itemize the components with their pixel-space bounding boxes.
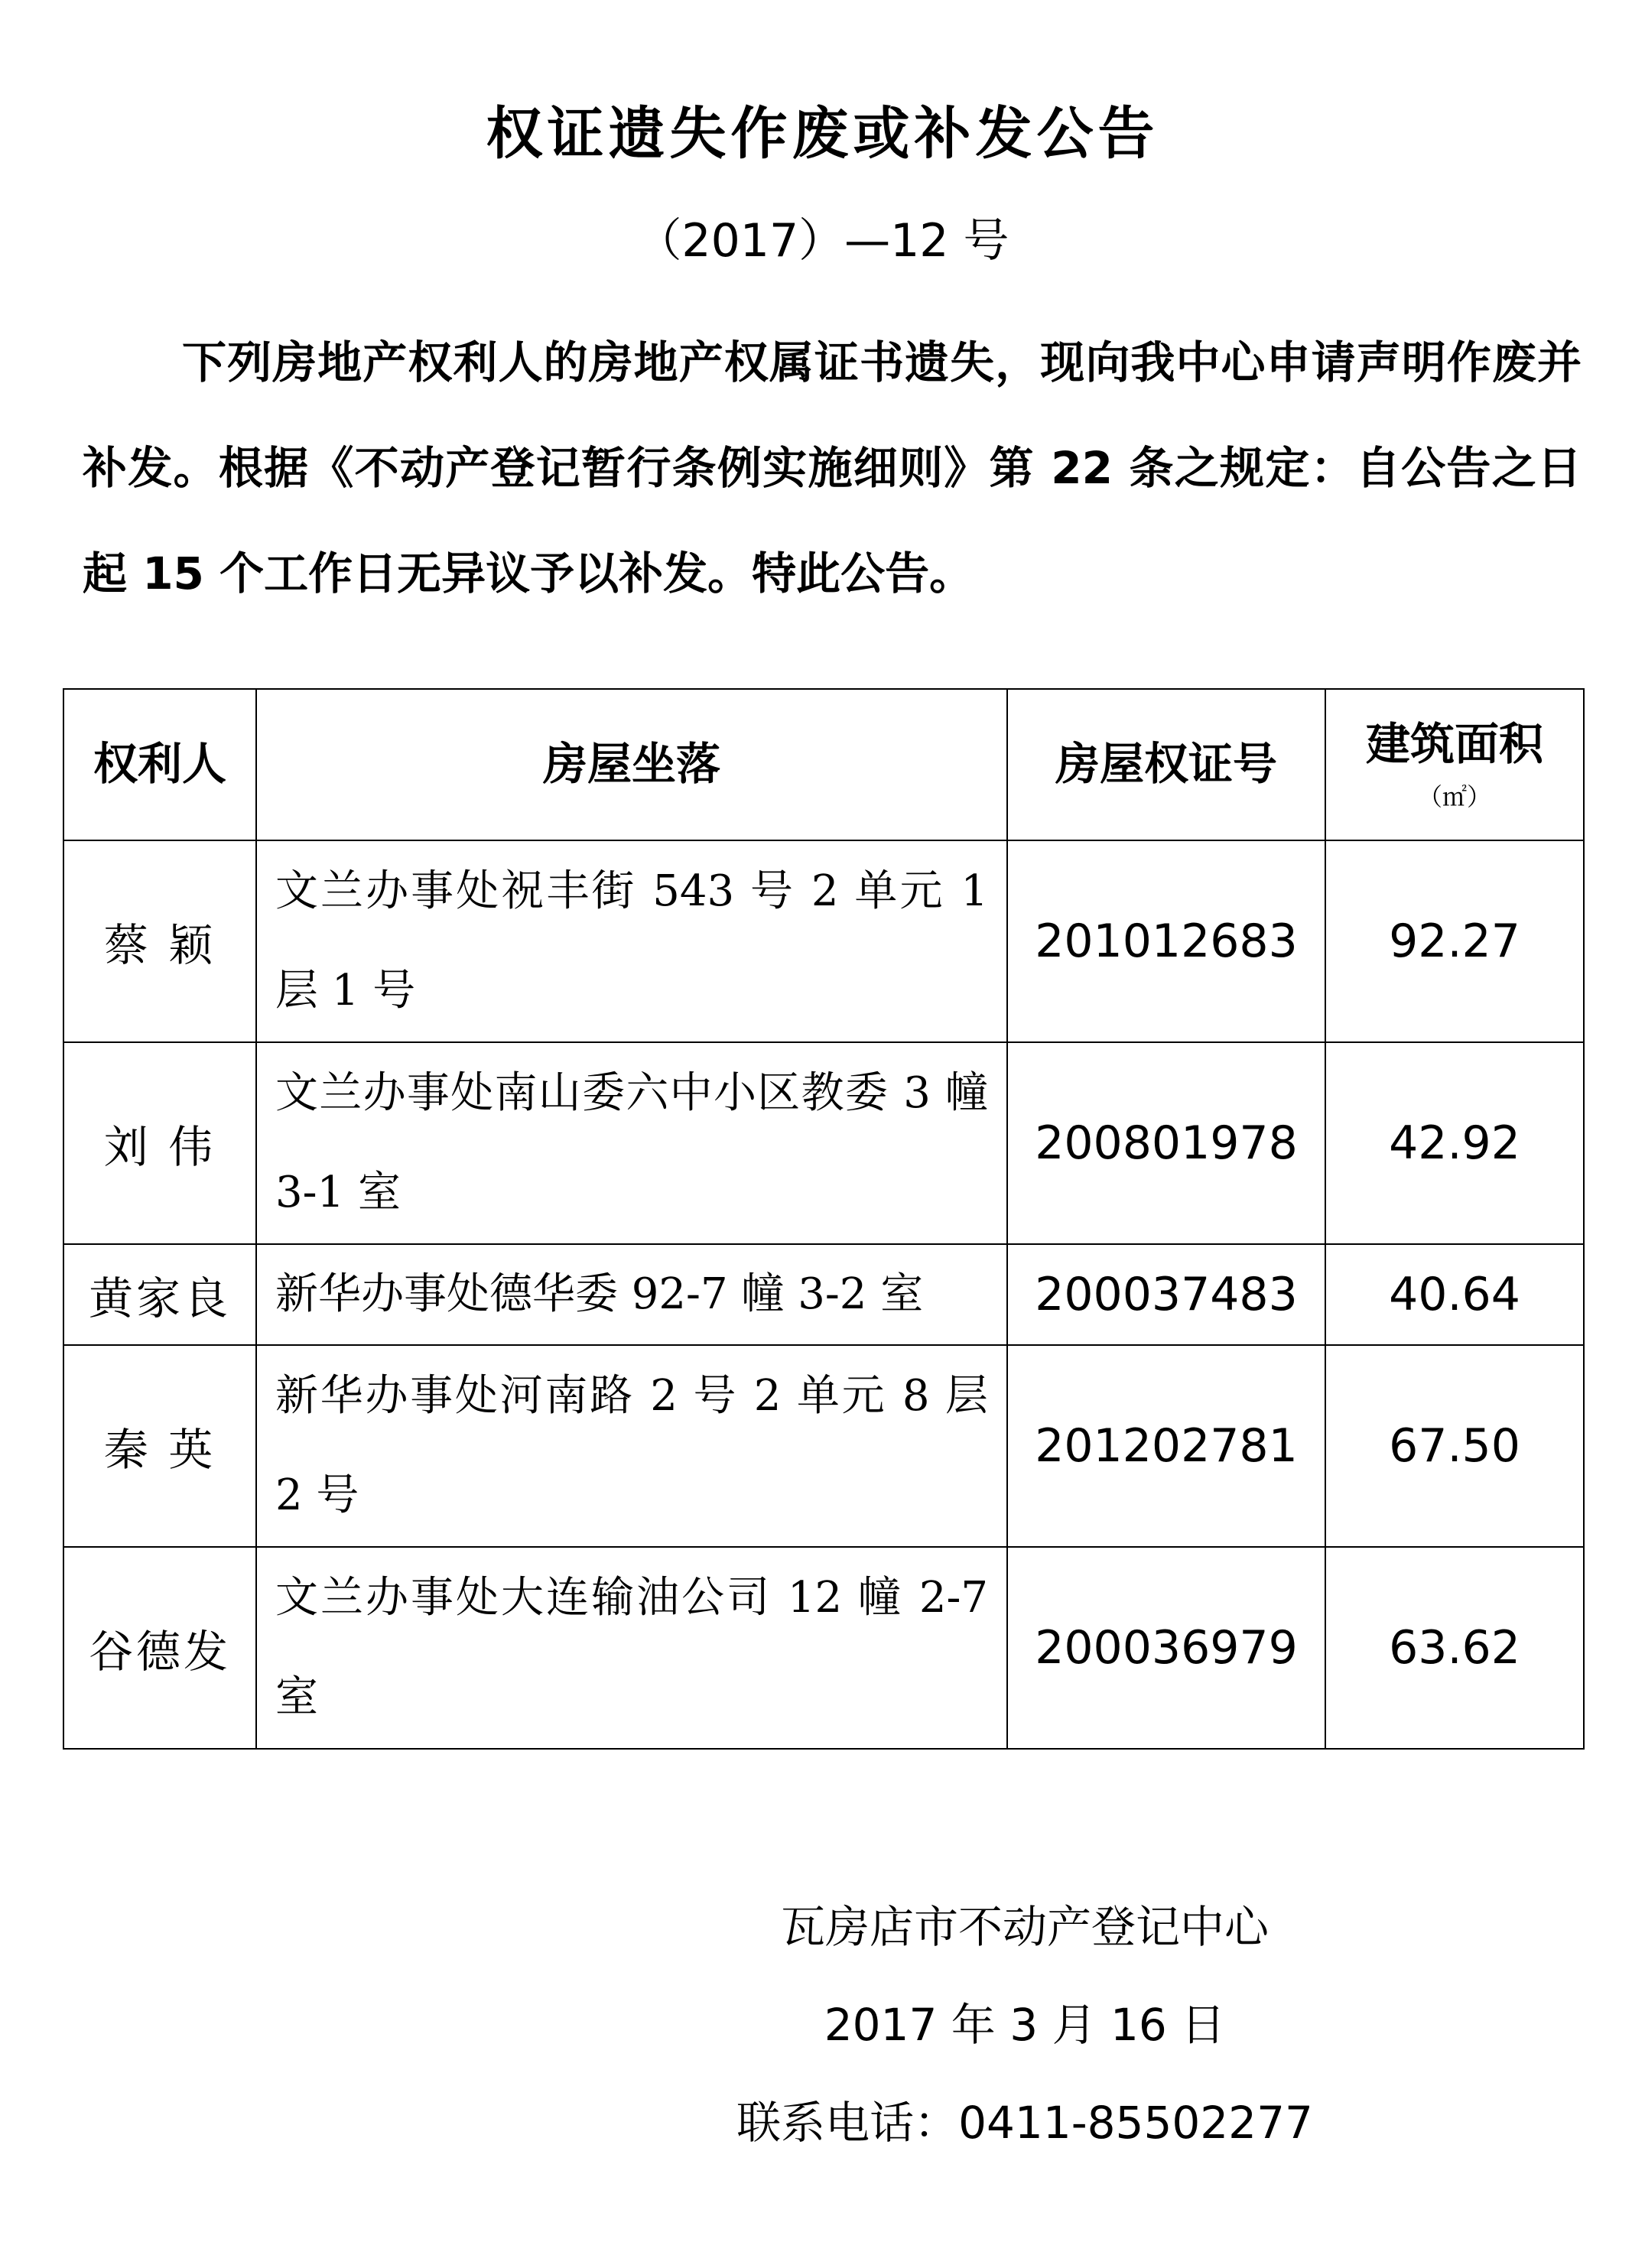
header-area [1325, 689, 1584, 840]
holder-cell: 黄家良 [63, 1244, 256, 1345]
holder-cell: 秦 英 [63, 1345, 256, 1547]
area-cell: 63.62 [1325, 1547, 1584, 1749]
notice-date: 2017 年 3 月 16 日 [824, 1999, 1226, 2051]
header-area-unit: （㎡） [1417, 781, 1491, 811]
header-cert: 房屋权证号 [1007, 689, 1325, 840]
cert-cell: 201202781 [1007, 1345, 1325, 1547]
address-cell: 文兰办事处南山委六中小区教委 3 幢 3-1 室 [256, 1042, 1007, 1244]
holder-cell: 刘 伟 [63, 1042, 256, 1244]
address-cell: 文兰办事处祝丰街 543 号 2 单元 1 层 1 号 [256, 840, 1007, 1042]
table-row [63, 1345, 1584, 1547]
address-cell: 文兰办事处大连输油公司 12 幢 2-7 室 [256, 1547, 1007, 1749]
area-cell: 67.50 [1325, 1345, 1584, 1547]
header-area-label: 建筑面积 [1365, 718, 1543, 770]
table-row [63, 1547, 1584, 1749]
header-address: 房屋坐落 [256, 689, 1007, 840]
holder-cell: 谷德发 [63, 1547, 256, 1749]
notice-title: 权证遗失作废或补发公告 [486, 101, 1159, 167]
area-cell: 40.64 [1325, 1244, 1584, 1345]
notice-intro: 下列房地产权利人的房地产权属证书遗失，现向我中心申请声明作废并补发。根据《不动产登记暂行条例实施细则》第 22 条之规定：自公告之日起 15 个工作日无异议予以补发。特此公告。 [83, 336, 1582, 599]
contact-phone: 联系电话：0411-85502277 [736, 2097, 1313, 2149]
area-cell: 92.27 [1325, 840, 1584, 1042]
records-table [63, 688, 1585, 1750]
table-row [63, 1244, 1584, 1345]
cert-cell: 200036979 [1007, 1547, 1325, 1749]
address-cell: 新华办事处河南路 2 号 2 单元 8 层 2 号 [256, 1345, 1007, 1547]
area-cell: 42.92 [1325, 1042, 1584, 1244]
table-row [63, 840, 1584, 1042]
table-header-row [63, 689, 1584, 840]
header-holder: 权利人 [63, 689, 256, 840]
table-row [63, 1042, 1584, 1244]
address-cell: 新华办事处德华委 92-7 幢 3-2 室 [256, 1244, 1007, 1345]
cert-cell: 201012683 [1007, 840, 1325, 1042]
issuing-organization: 瓦房店市不动产登记中心 [780, 1901, 1269, 1953]
notice-number: （2017）—12 号 [636, 214, 1009, 268]
holder-cell: 蔡 颖 [63, 840, 256, 1042]
cert-cell: 200037483 [1007, 1244, 1325, 1345]
cert-cell: 200801978 [1007, 1042, 1325, 1244]
